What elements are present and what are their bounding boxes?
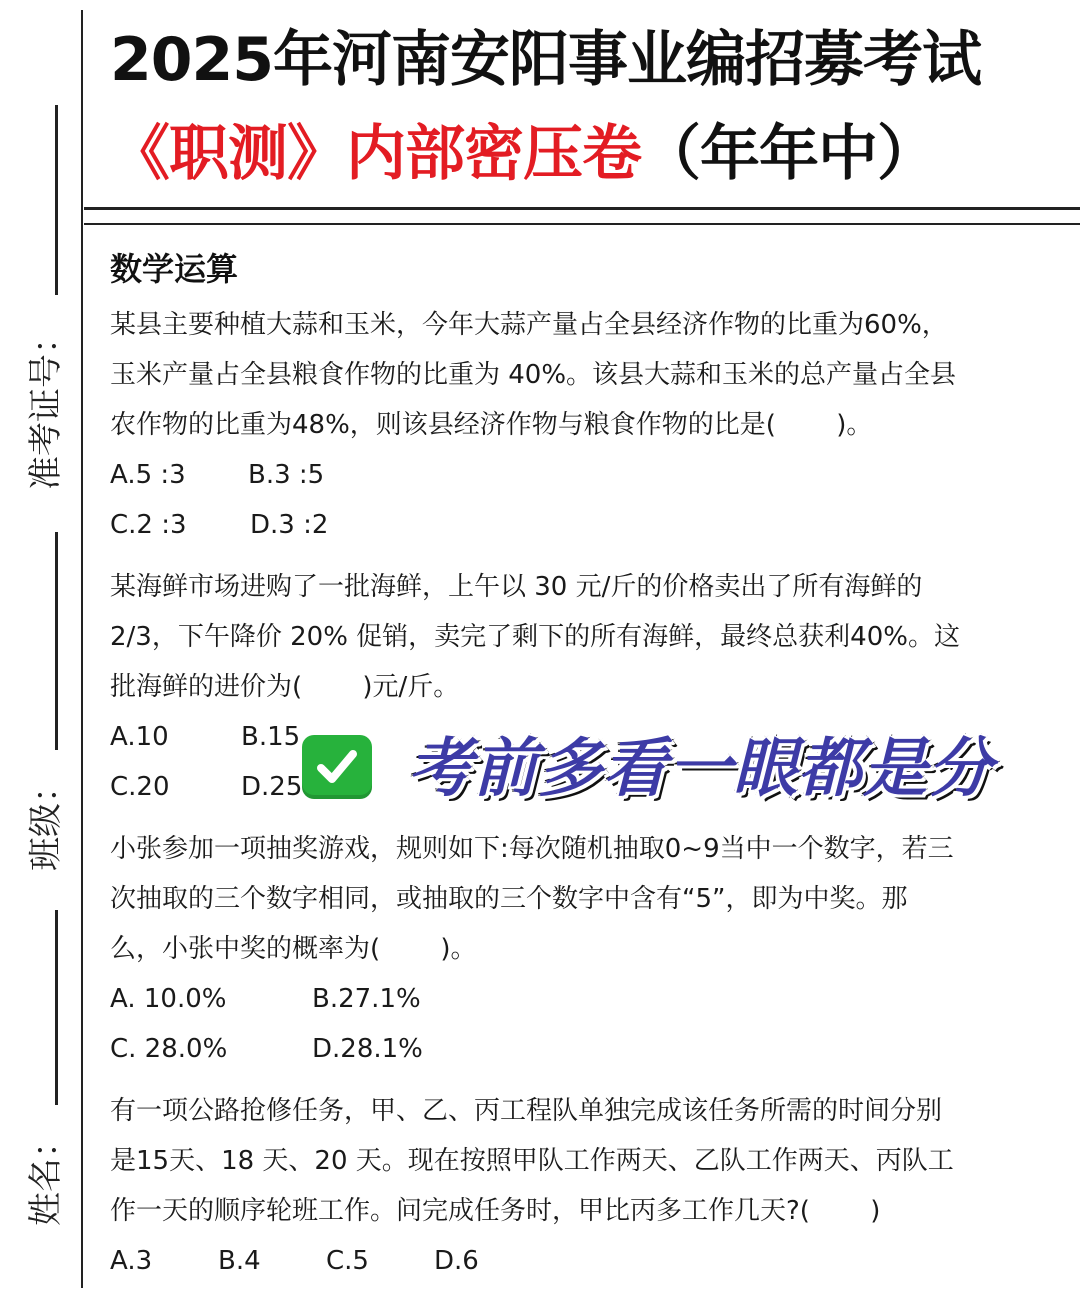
option: A.10 — [110, 722, 169, 752]
option: D.28.1% — [312, 1034, 423, 1064]
subtitle-red-part: 《职测》内部密压卷 — [110, 119, 641, 189]
option: D.3 :2 — [250, 510, 329, 540]
option: D.25 — [241, 772, 303, 802]
option: A. 10.0% — [110, 984, 227, 1014]
page-title: 2025年河南安阳事业编招募考试 — [110, 25, 981, 95]
option: C.2 :3 — [110, 510, 187, 540]
option: A.5 :3 — [110, 460, 186, 490]
option: C.5 — [326, 1246, 369, 1276]
option-row — [110, 974, 1055, 1024]
question-line: 某县主要种植大蒜和玉米，今年大蒜产量占全县经济作物的比重为60%， — [110, 310, 948, 340]
motivational-stamp: 考前多看一眼都是分 — [408, 732, 993, 806]
question-block — [110, 1086, 1055, 1286]
sidebar-divider — [81, 10, 83, 1288]
name-blank-line — [55, 910, 58, 1105]
question-line: 有一项公路抢修任务，甲、乙、丙工程队单独完成该任务所需的时间分别 — [110, 1096, 943, 1126]
class-label: 班级： — [25, 769, 66, 871]
option-row — [110, 1024, 1055, 1074]
question-line: 是15天、18 天、20 天。现在按照甲队工作两天、乙队工作两天、丙队工 — [110, 1146, 954, 1176]
question-line: 农作物的比重为48%，则该县经济作物与粮食作物的比是( )。 — [110, 410, 873, 440]
id-number-label: 准考证号： — [25, 320, 66, 490]
option: B.4 — [218, 1246, 261, 1276]
option-row — [110, 500, 1055, 550]
question-line: 小张参加一项抽奖游戏，规则如下:每次随机抽取0~9当中一个数字，若三 — [110, 834, 954, 864]
question-line: 2/3，下午降价 20% 促销，卖完了剩下的所有海鲜，最终总获利40%。这 — [110, 622, 960, 652]
question-line: 作一天的顺序轮班工作。问完成任务时，甲比丙多工作几天?( ) — [110, 1196, 881, 1226]
question-line: 批海鲜的进价为( )元/斤。 — [110, 672, 460, 702]
check-mark-icon — [302, 735, 372, 799]
section-title: 数学运算 — [110, 250, 239, 288]
id-number-blank-line — [55, 105, 58, 295]
option-row — [110, 450, 1055, 500]
question-block — [110, 300, 1055, 550]
option: D.6 — [434, 1246, 479, 1276]
question-line: 玉米产量占全县粮食作物的比重为 40%。该县大蒜和玉米的总产量占全县 — [110, 360, 957, 390]
question-line: 次抽取的三个数字相同，或抽取的三个数字中含有“5”，即为中奖。那 — [110, 884, 908, 914]
name-label: 姓名： — [25, 1124, 66, 1226]
option: B.27.1% — [312, 984, 421, 1014]
option: B.3 :5 — [248, 460, 325, 490]
header-rule-thin — [84, 223, 1080, 225]
page-subtitle — [110, 112, 1070, 196]
option-row — [110, 1236, 1055, 1286]
option: C. 28.0% — [110, 1034, 228, 1064]
class-blank-line — [55, 532, 58, 750]
option: C.20 — [110, 772, 170, 802]
option: A.3 — [110, 1246, 153, 1276]
check-mark-glyph — [311, 741, 363, 793]
question-line: 么，小张中奖的概率为( )。 — [110, 934, 477, 964]
question-line: 某海鲜市场进购了一批海鲜，上午以 30 元/斤的价格卖出了所有海鲜的 — [110, 572, 923, 602]
header-rule-thick — [84, 207, 1080, 210]
question-block — [110, 824, 1055, 1074]
subtitle-black-part: （年年中） — [641, 119, 936, 189]
option: B.15 — [241, 722, 301, 752]
